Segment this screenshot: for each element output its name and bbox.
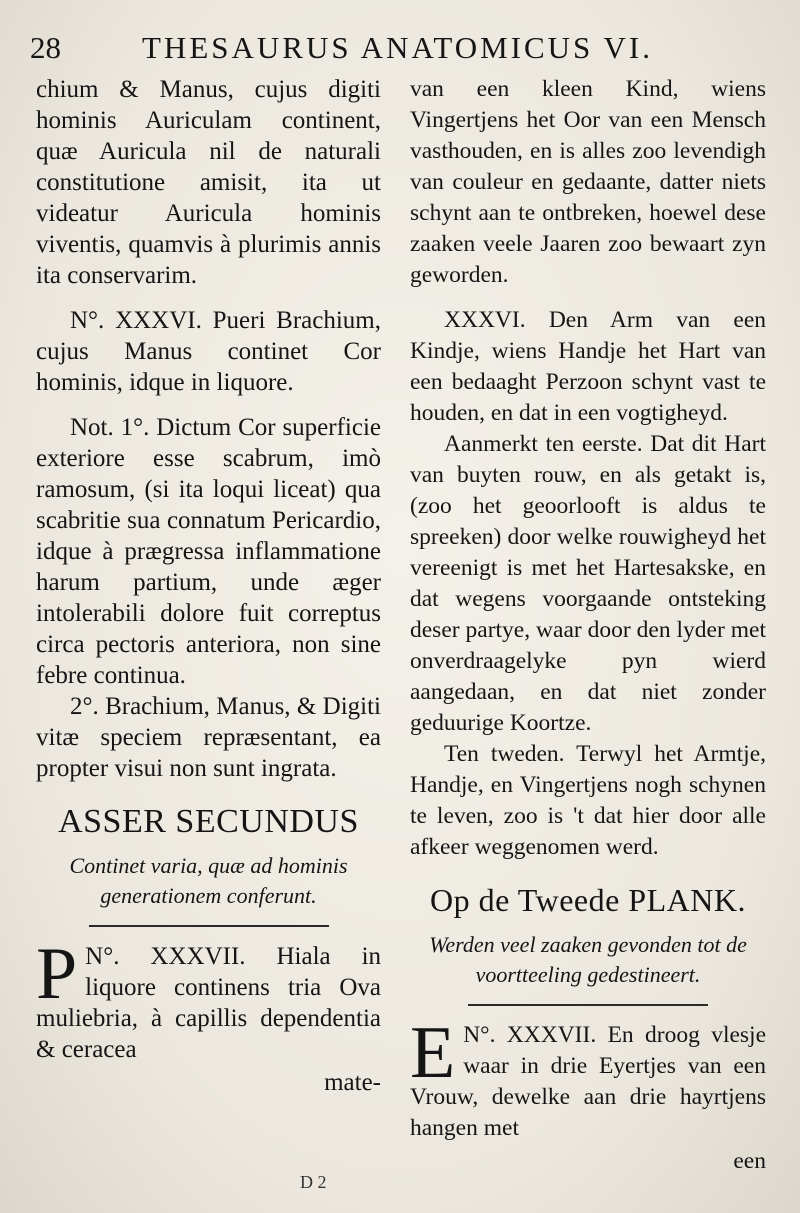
dutch-paragraph-5 [410,1012,767,1144]
latin-paragraph-4: 2°. Brachium, Manus, & Digiti vitæ speciem repræsentant, ea propter visui non sunt ingrata. [36,693,381,782]
latin-paragraph-2: N°. XXXVI. Pueri Brachium, cujus Manus continet Cor hominis, idque in liquore. [36,307,381,396]
latin-paragraph-3: Not. 1°. Dictum Cor superficie exteriore esse scabrum, imò ramosum, (si ita loqui liceat) qua scabritie sua connatum Pericardio, idque à prægressa inflammatione harum partium, unde æger intolerabili dolore fuit correptus circa pectoris anteriora, non sine febre continua. [36,414,381,689]
dutch-paragraph-4: Ten tweden. Terwyl het Armtje, Handje, en Vingertjens nogh schynen te leven, zoo is 't dat hier door alle afkeer weggenomen werd. [410,741,766,860]
dutch-divider [468,1004,708,1006]
page-number: 28 [30,30,61,65]
latin-drop-cap: P [36,933,78,1015]
dutch-catchword: een [733,1148,766,1174]
dutch-drop-cap: E [410,1012,456,1094]
page-header [30,30,770,70]
dutch-column [410,74,766,1177]
latin-item-number: N°. XXXVII. [85,943,246,970]
dutch-section-subheading: Werden veel zaaken gevonden tot de voortteeling gedestineert. [429,932,747,987]
latin-section-heading: ASSER SECUNDUS [58,803,359,840]
latin-paragraph-5-text: Hiala in liquore continens tria Ova muliebria, à capillis dependentia & ceracea [36,943,382,1063]
latin-section-subheading: Continet varia, quæ ad hominis generationem conferunt. [69,853,348,908]
latin-column [36,74,381,1098]
dutch-paragraph-3: Aanmerkt ten eerste. Dat dit Hart van buyten rouw, en als getakt is, (zoo het geoorlooft is aldus te spreeken) door welke rouwigheyd het vereenigt is met het Hartesakske, en dat wegens voorgaande ontsteking deser partye, waar door den lyder met onverdraagelyke pyn wierd aangedaan, en dat niet zonder geduurige Koortze. [410,431,766,736]
latin-paragraph-1: chium & Manus, cujus digiti hominis Auriculam continent, quæ Auricula nil de naturali constitutione amisit, ita ut videatur Auricula hominis viventis, quamvis à plurimis annis ita conservarim. [36,76,381,289]
dutch-item-number: N°. XXXVII. [463,1022,597,1048]
dutch-paragraph-1: van een kleen Kind, wiens Vingertjens het Oor van een Mensch vasthouden, en is alles zoo levendigh van couleur en gedaante, datter niets schynt aan te ontbreken, hoewel dese zaaken veele Jaaren zoo bewaart zyn geworden. [410,76,766,288]
dutch-paragraph-2: XXXVI. Den Arm van een Kindje, wiens Handje het Hart van een bedaaght Perzoon schynt vast te houden, en dat in een vogtigheyd. [410,307,766,426]
running-title: THESAURUS ANATOMICUS VI. [142,30,653,65]
dutch-section-heading: Op de Tweede PLANK. [430,882,746,918]
latin-paragraph-5 [36,933,382,1065]
latin-catchword: mate- [324,1069,381,1096]
dutch-paragraph-5-text: En droog vlesje waar in drie Eyertjes van een Vrouw, dewelke aan drie hayrtjens hangen met [410,1022,767,1141]
latin-divider [89,925,329,927]
signature-mark: D 2 [300,1172,327,1192]
